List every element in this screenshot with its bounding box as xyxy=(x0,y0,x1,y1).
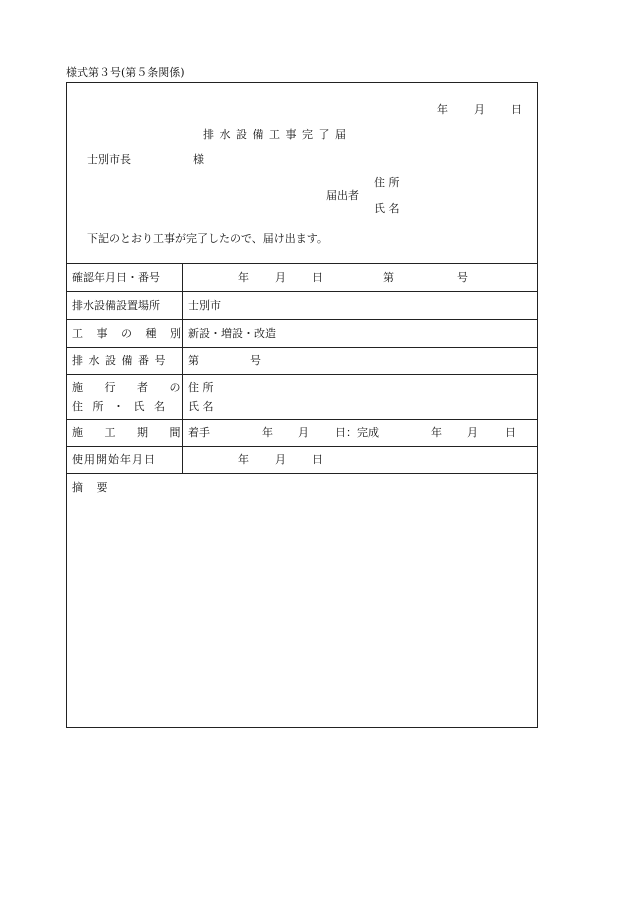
equipment-number-suffix: 号 xyxy=(250,354,261,367)
start-date-label: 使用開始年月日 xyxy=(72,453,156,466)
honorific: 様 xyxy=(193,153,204,166)
period-year2: 年 xyxy=(431,426,442,439)
period-start: 着手 xyxy=(188,426,210,439)
row-divider xyxy=(66,291,538,292)
period-day2: 日 xyxy=(505,426,516,439)
row-divider xyxy=(66,419,538,420)
work-type-label: 工 事 の 種 別 xyxy=(72,327,186,340)
location-value: 士別市 xyxy=(188,299,221,312)
date-year: 年 xyxy=(437,103,448,116)
row-divider xyxy=(66,473,538,474)
confirmation-label: 確認年月日・番号 xyxy=(72,271,160,284)
period-label: 施 工 期 間 xyxy=(72,426,190,439)
contractor-label-line2: 住 所 ・ 氏 名 xyxy=(72,400,168,413)
notifier-address-label: 住 所 xyxy=(374,176,400,189)
confirmation-year: 年 xyxy=(238,271,249,284)
confirmation-day: 日 xyxy=(312,271,323,284)
period-month1: 月 xyxy=(298,426,309,439)
remarks-label: 摘 要 xyxy=(72,481,113,494)
start-date-day: 日 xyxy=(312,453,323,466)
confirmation-number-suffix: 号 xyxy=(457,271,468,284)
equipment-number-prefix: 第 xyxy=(188,354,199,367)
location-label: 排水設備設置場所 xyxy=(72,299,160,312)
date-day: 日 xyxy=(511,103,522,116)
addressee: 士別市長 xyxy=(87,153,131,166)
work-type-value: 新設・増設・改造 xyxy=(188,327,276,340)
row-divider xyxy=(66,319,538,320)
form-title: 排 水 設 備 工 事 完 了 届 xyxy=(203,128,347,141)
start-date-month: 月 xyxy=(275,453,286,466)
contractor-name: 氏 名 xyxy=(188,400,214,413)
date-month: 月 xyxy=(474,103,485,116)
contractor-address: 住 所 xyxy=(188,381,214,394)
row-divider xyxy=(66,374,538,375)
form-number: 様式第３号(第５条関係) xyxy=(66,66,185,79)
notifier-label: 届出者 xyxy=(326,189,359,202)
row-divider xyxy=(66,446,538,447)
equipment-number-label: 排 水 設 備 番 号 xyxy=(72,354,167,367)
period-day-complete: 日：完成 xyxy=(335,426,379,439)
row-divider xyxy=(66,347,538,348)
contractor-label-line1: 施 行 者 の xyxy=(72,381,190,394)
statement: 下記のとおり工事が完了したので、届け出ます。 xyxy=(87,232,328,245)
notifier-name-label: 氏 名 xyxy=(374,202,400,215)
start-date-year: 年 xyxy=(238,453,249,466)
confirmation-month: 月 xyxy=(275,271,286,284)
column-divider xyxy=(182,263,183,474)
period-month2: 月 xyxy=(467,426,478,439)
period-year1: 年 xyxy=(262,426,273,439)
confirmation-number-prefix: 第 xyxy=(383,271,394,284)
row-divider xyxy=(66,263,538,264)
